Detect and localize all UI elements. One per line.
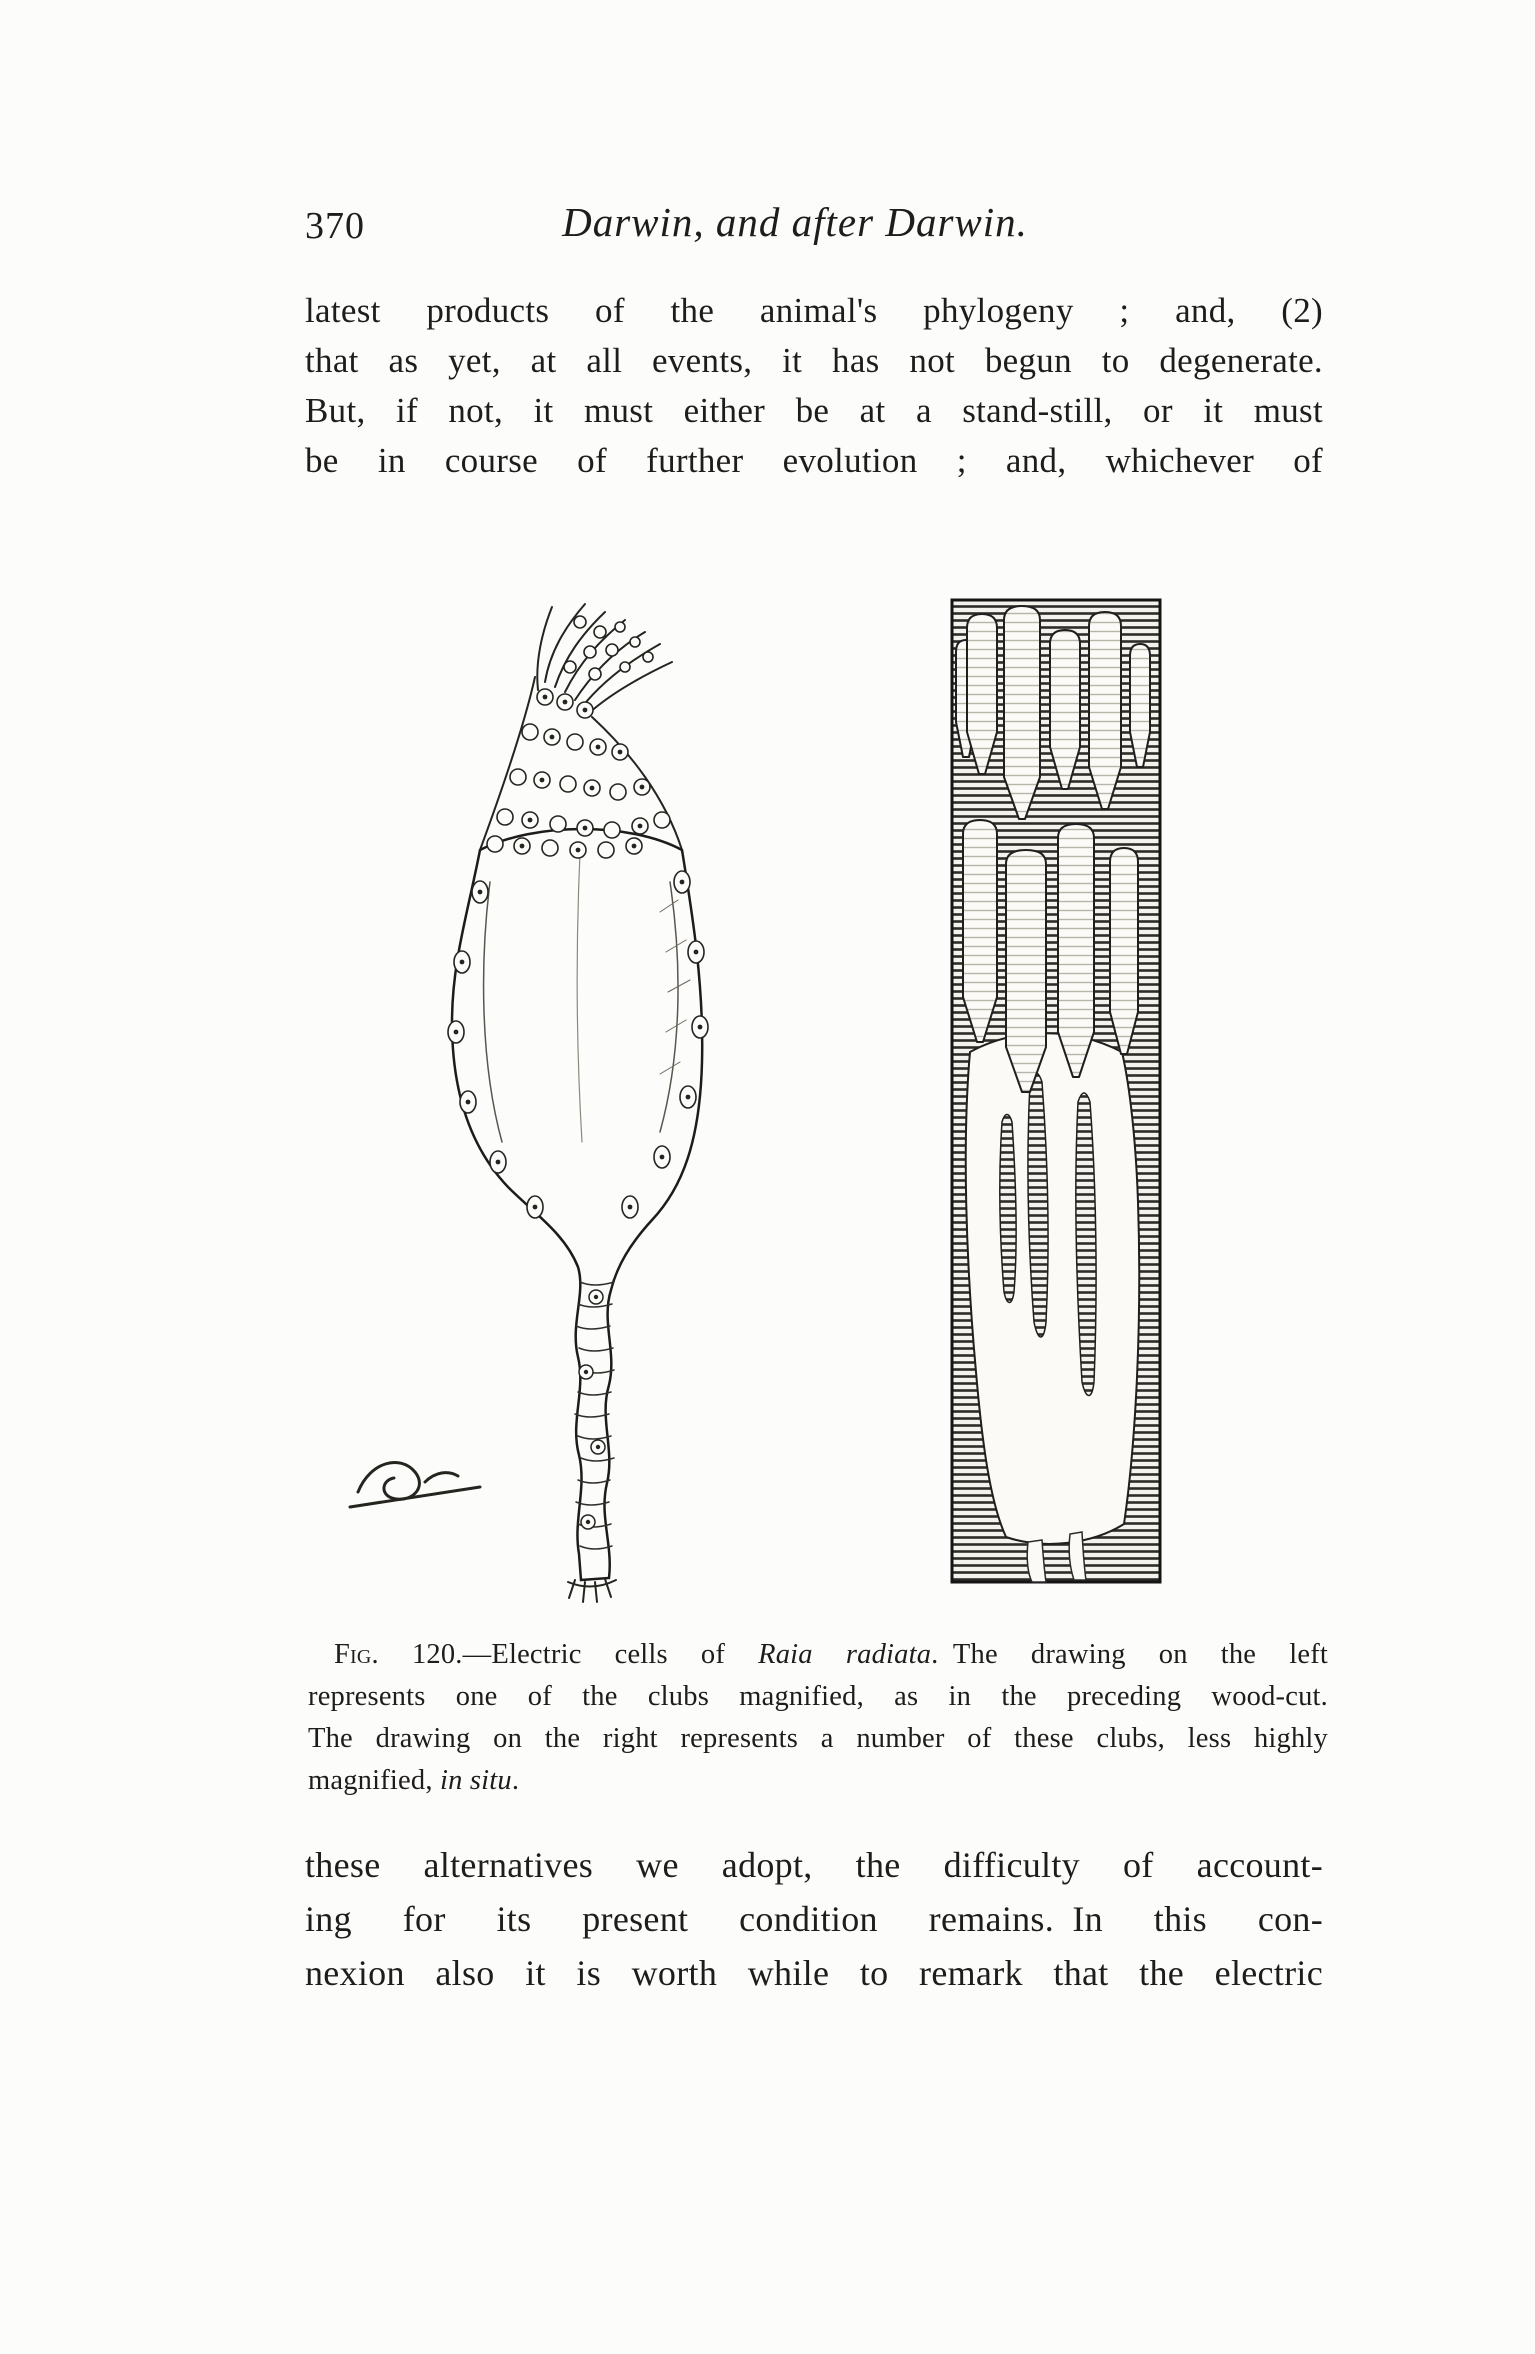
page-number: 370: [305, 205, 365, 247]
text-line: these alternatives we adopt, the difficulty of account-: [305, 1845, 1323, 1885]
right-insitu-drawing: [952, 600, 1160, 1582]
paragraph-bottom: [305, 1838, 1323, 2000]
caption-text: represents one of the clubs magnified, as in the preceding wood-cut.: [308, 1681, 1328, 1712]
club-shape: [1058, 824, 1094, 1077]
figure-120: [330, 582, 1230, 1617]
club-shape: [963, 820, 997, 1042]
text-line: ing for its present condition remains. In this con-: [305, 1899, 1323, 1939]
caption-text: .: [511, 1765, 520, 1796]
caption-fig-label: Fig.: [334, 1639, 379, 1670]
club-shape: [1130, 644, 1150, 767]
paragraph-top: [305, 286, 1323, 486]
club-shape: [1006, 850, 1046, 1092]
caption-in-situ: in situ: [440, 1765, 512, 1796]
text-line: But, if not, it must either be at a stand-still, or it must: [305, 391, 1323, 430]
club-shape: [1089, 612, 1121, 809]
club-shape: [1004, 606, 1040, 819]
figure-caption: [308, 1634, 1328, 1802]
caption-line: [308, 1718, 1328, 1760]
text-line: be in course of further evolution ; and, whichever of: [305, 441, 1323, 480]
caption-text: The drawing on the right represents a number of these clubs, less highly: [308, 1723, 1328, 1754]
club-shape: [1110, 848, 1138, 1054]
caption-line: [308, 1676, 1328, 1718]
text-line: nexion also it is worth while to remark that the electric: [305, 1953, 1323, 1993]
pale-region: [966, 1033, 1139, 1544]
left-club-drawing: [350, 604, 708, 1602]
running-title: Darwin, and after Darwin.: [562, 199, 1028, 245]
text-line: latest products of the animal's phylogeny ; and, (2): [305, 291, 1323, 330]
caption-text: magnified,: [308, 1765, 440, 1796]
figure-illustration: [330, 582, 1230, 1617]
caption-text: . The drawing on the left: [931, 1639, 1329, 1670]
club-shape: [1050, 630, 1080, 789]
caption-line: [308, 1634, 1328, 1676]
tail-base-fray: [568, 1579, 616, 1602]
caption-species: Raia radiata: [758, 1639, 932, 1670]
caption-text: 120.—Electric cells of: [378, 1639, 759, 1670]
text-line: that as yet, at all events, it has not begun to degenerate.: [305, 341, 1323, 380]
club-shape: [967, 614, 997, 774]
running-head: [305, 198, 1325, 250]
caption-line: [308, 1760, 1328, 1802]
artist-signature: [350, 1462, 480, 1507]
